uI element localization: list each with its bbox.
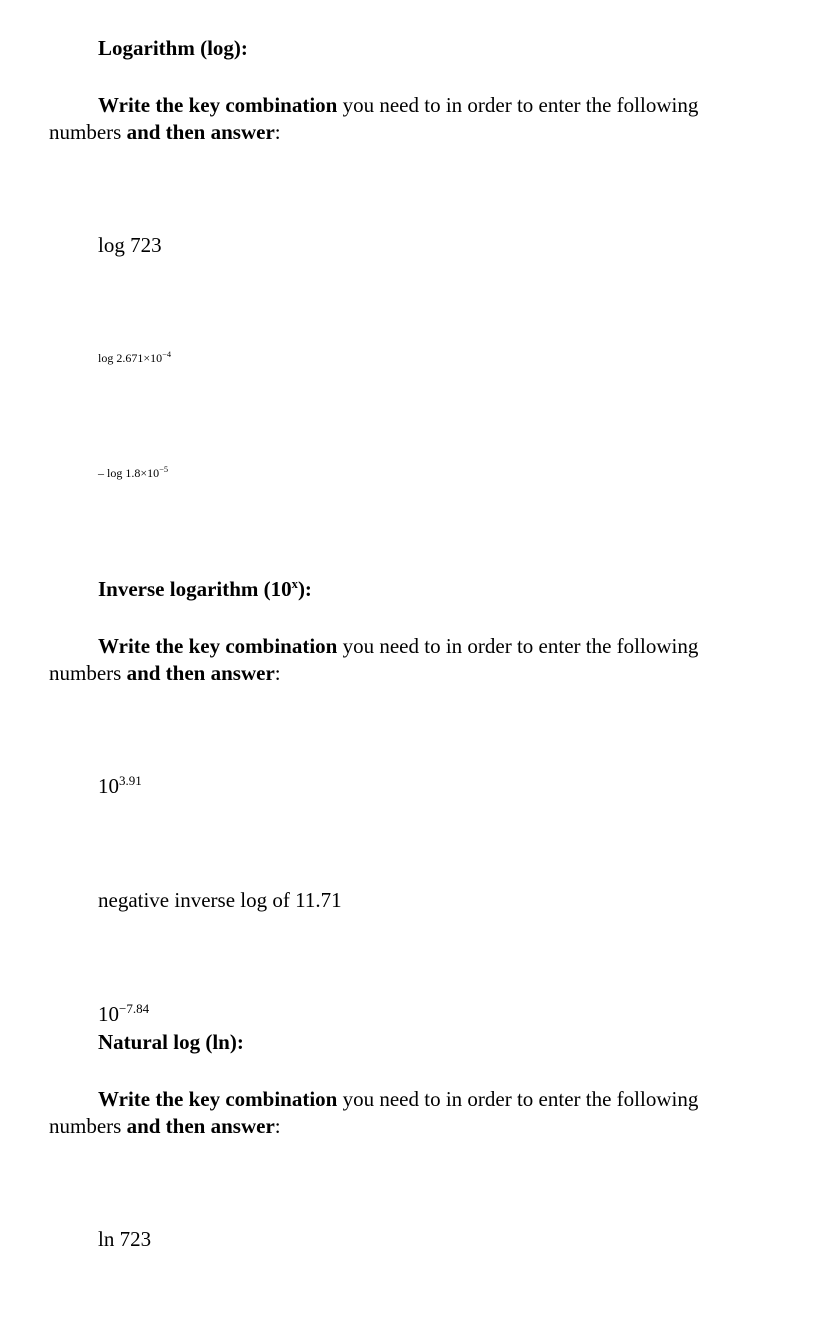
instruction-paragraph-natural	[49, 1086, 769, 1140]
instruction-text: :	[274, 661, 281, 685]
section-heading-natural-log: Natural log (ln):	[98, 1030, 244, 1054]
problem-text: negative inverse log of 11.71	[98, 888, 342, 912]
instruction-bold: Write the key combination	[98, 93, 338, 117]
problem-text: 10	[98, 774, 119, 798]
section-heading-inverse-log	[98, 577, 312, 602]
problem-exponent: −7.84	[119, 1001, 150, 1016]
instruction-paragraph-inverse	[49, 633, 769, 687]
problem-log-2671e-4	[98, 351, 171, 366]
instruction-bold: and then answer	[126, 661, 275, 685]
heading-text: ):	[297, 577, 312, 601]
instruction-bold: Write the key combination	[98, 1087, 338, 1111]
instruction-bold: and then answer	[126, 1114, 275, 1138]
problem-text: 10	[98, 1002, 119, 1026]
problem-log-723	[98, 233, 162, 258]
problem-exponent: 3.91	[119, 773, 142, 788]
problem-text: log 2.671×10	[98, 351, 163, 365]
heading-exponent: x	[291, 577, 298, 591]
instruction-bold: Write the key combination	[98, 634, 338, 658]
problem-text: log 723	[98, 233, 162, 257]
problem-exponent: −4	[162, 350, 172, 359]
instruction-paragraph-log	[49, 92, 769, 146]
problem-negative-inverse-log	[98, 888, 342, 913]
problem-10-pow-391	[98, 774, 142, 799]
instruction-bold: and then answer	[126, 120, 275, 144]
instruction-text: you need to in order to enter the following numbers	[49, 93, 699, 144]
heading-text: Inverse logarithm (10	[98, 577, 292, 601]
problem-ln-723	[98, 1227, 151, 1252]
problem-text: ln 723	[98, 1227, 152, 1251]
instruction-text: :	[274, 1114, 281, 1138]
instruction-text: :	[274, 120, 281, 144]
section-heading-log: Logarithm (log):	[98, 36, 248, 60]
problem-10-pow-neg784	[98, 1002, 149, 1027]
instruction-text: you need to in order to enter the following numbers	[49, 634, 699, 685]
problem-exponent: −5	[159, 465, 169, 474]
problem-neg-log-18e-5	[98, 466, 168, 481]
instruction-text: you need to in order to enter the following numbers	[49, 1087, 699, 1138]
problem-text: – log 1.8×10	[98, 466, 160, 480]
